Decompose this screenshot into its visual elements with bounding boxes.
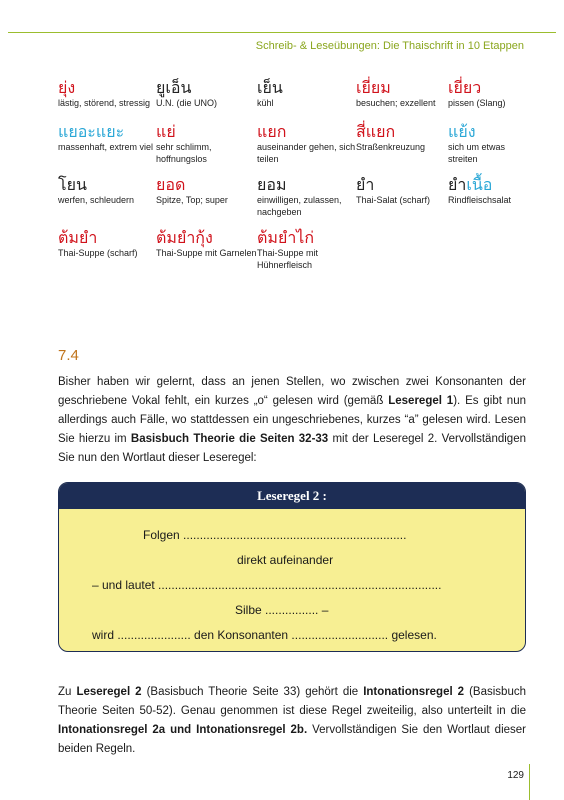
rule-line-2: direkt aufeinander <box>237 553 334 567</box>
text-run: mit der Leseregel 2. Vervollständigen Sie nun den Wortlaut dieser Leseregel: <box>58 433 526 464</box>
vocab-item <box>156 228 257 271</box>
vocab-item <box>448 175 528 218</box>
paragraph-intro <box>58 373 526 468</box>
vocab-item <box>356 122 448 165</box>
page-number: 129 <box>507 770 524 781</box>
gloss: einwilligen, zulassen, nachgeben <box>257 195 342 217</box>
thai-word: สี่แยก <box>356 122 396 141</box>
gloss: Rindfleischsalat <box>448 195 512 205</box>
text-run: ). Es gibt nun allerdings auch Fälle, wo stattdessen ein ungeschriebenes, kurzes “a” gelesen wird. Lesen Sie hierzu im <box>58 395 526 445</box>
thai-word: เยี่ยม <box>356 78 391 97</box>
vocab-item <box>156 122 257 165</box>
bold-term: Intonationsregel 2 <box>363 686 465 698</box>
running-header: Schreib- & Leseübungen: Die Thaischrift in 10 Etappen <box>255 40 524 52</box>
gloss: sehr schlimm, hoffnungslos <box>156 142 212 164</box>
thai-word: แยก <box>257 122 287 141</box>
gloss: Thai-Suppe (scharf) <box>58 248 138 258</box>
page-marker <box>529 764 530 800</box>
rule-line-1: Folgen ................................................................... <box>143 528 407 542</box>
bold-term: Basisbuch Theorie die Seiten 32-33 <box>130 433 329 445</box>
gloss: Thai-Suppe mit Hühnerfleisch <box>257 248 319 270</box>
gloss: auseinander gehen, sich teilen <box>257 142 356 164</box>
thai-word: แย่ <box>156 122 176 141</box>
gloss: lästig, störend, stressig <box>58 98 151 108</box>
gloss: Straßenkreuzung <box>356 142 426 152</box>
thai-word: ยุ่ง <box>58 78 76 97</box>
section-number: 7.4 <box>58 347 79 364</box>
thai-word: ยอด <box>156 175 186 194</box>
thai-word <box>448 175 528 195</box>
vocab-item <box>58 228 156 271</box>
gloss: U.N. (die UNO) <box>156 98 218 108</box>
gloss: sich um etwas streiten <box>448 142 506 164</box>
vocab-item <box>356 175 448 218</box>
gloss: besuchen; exzellent <box>356 98 436 108</box>
bold-term: Leseregel 1 <box>388 395 454 407</box>
rule-line-3: – und lautet ..................................................................................... <box>92 578 442 592</box>
vocab-item <box>448 122 528 165</box>
vocab-item <box>257 175 356 218</box>
gloss: Thai-Salat (scharf) <box>356 195 431 205</box>
vocab-item <box>156 175 257 218</box>
vocab-item <box>58 175 156 218</box>
vocab-item <box>356 78 448 112</box>
text-run: Zu <box>58 686 77 698</box>
thai-word: ยอม <box>257 175 287 194</box>
vocab-item <box>156 78 257 112</box>
gloss: pissen (Slang) <box>448 98 506 108</box>
vocab-item <box>58 122 156 165</box>
thai-word: โยน <box>58 175 87 194</box>
paragraph-intonation <box>58 683 526 759</box>
vocab-item <box>448 78 528 112</box>
gloss: kühl <box>257 98 274 108</box>
gloss: werfen, schleudern <box>58 195 135 205</box>
vocab-item <box>58 78 156 112</box>
text-run: Bisher haben wir gelernt, dass an jenen Stellen, wo zwischen zwei Konsonanten der geschriebene Vokal fehlt, ein kurzes „o“ gelesen wird (gemäß <box>58 376 526 407</box>
gloss: Spitze, Top; super <box>156 195 228 205</box>
thai-word: ต้มยำ <box>58 228 98 247</box>
thai-word: ต้มยำไก่ <box>257 228 315 247</box>
text-run: (Basisbuch Theorie Seiten 50-52). Genau genommen ist diese Regel zweiteilig, also unterteilt in die <box>58 686 526 717</box>
rule-line-4: Silbe ................ – <box>235 603 329 617</box>
thai-word-part: เนื้อ <box>466 175 493 194</box>
thai-word-part: ยำ <box>448 175 467 194</box>
text-run: (Basisbuch Theorie Seite 33) gehört die <box>141 686 364 698</box>
thai-word: เย็น <box>257 78 283 97</box>
text-run: Vervollständigen Sie den Wortlaut dieser beiden Regeln. <box>58 724 526 755</box>
vocabulary-grid <box>58 78 528 271</box>
gloss: Thai-Suppe mit Garnelen <box>156 248 257 258</box>
thai-word: ต้มยำกุ้ง <box>156 228 213 247</box>
bold-term: Leseregel 2 <box>76 686 142 698</box>
vocab-item <box>257 122 356 165</box>
rule-box <box>58 482 526 652</box>
gloss: massenhaft, extrem viel <box>58 142 154 152</box>
thai-word: แย้ง <box>448 122 476 141</box>
thai-word: แยอะแยะ <box>58 122 125 141</box>
thai-word: ยูเอ็น <box>156 78 192 97</box>
rule-heading: Leseregel 2 : <box>59 483 525 509</box>
rule-line-5: wird ...................... den Konsonanten ............................. gelesen. <box>92 628 437 642</box>
bold-term: Intonationsregel 2a und Intonationsregel 2b. <box>58 724 308 736</box>
thai-word: เยี่ยว <box>448 78 482 97</box>
vocab-item <box>257 78 356 112</box>
vocab-item <box>257 228 356 271</box>
thai-word: ยำ <box>356 175 375 194</box>
